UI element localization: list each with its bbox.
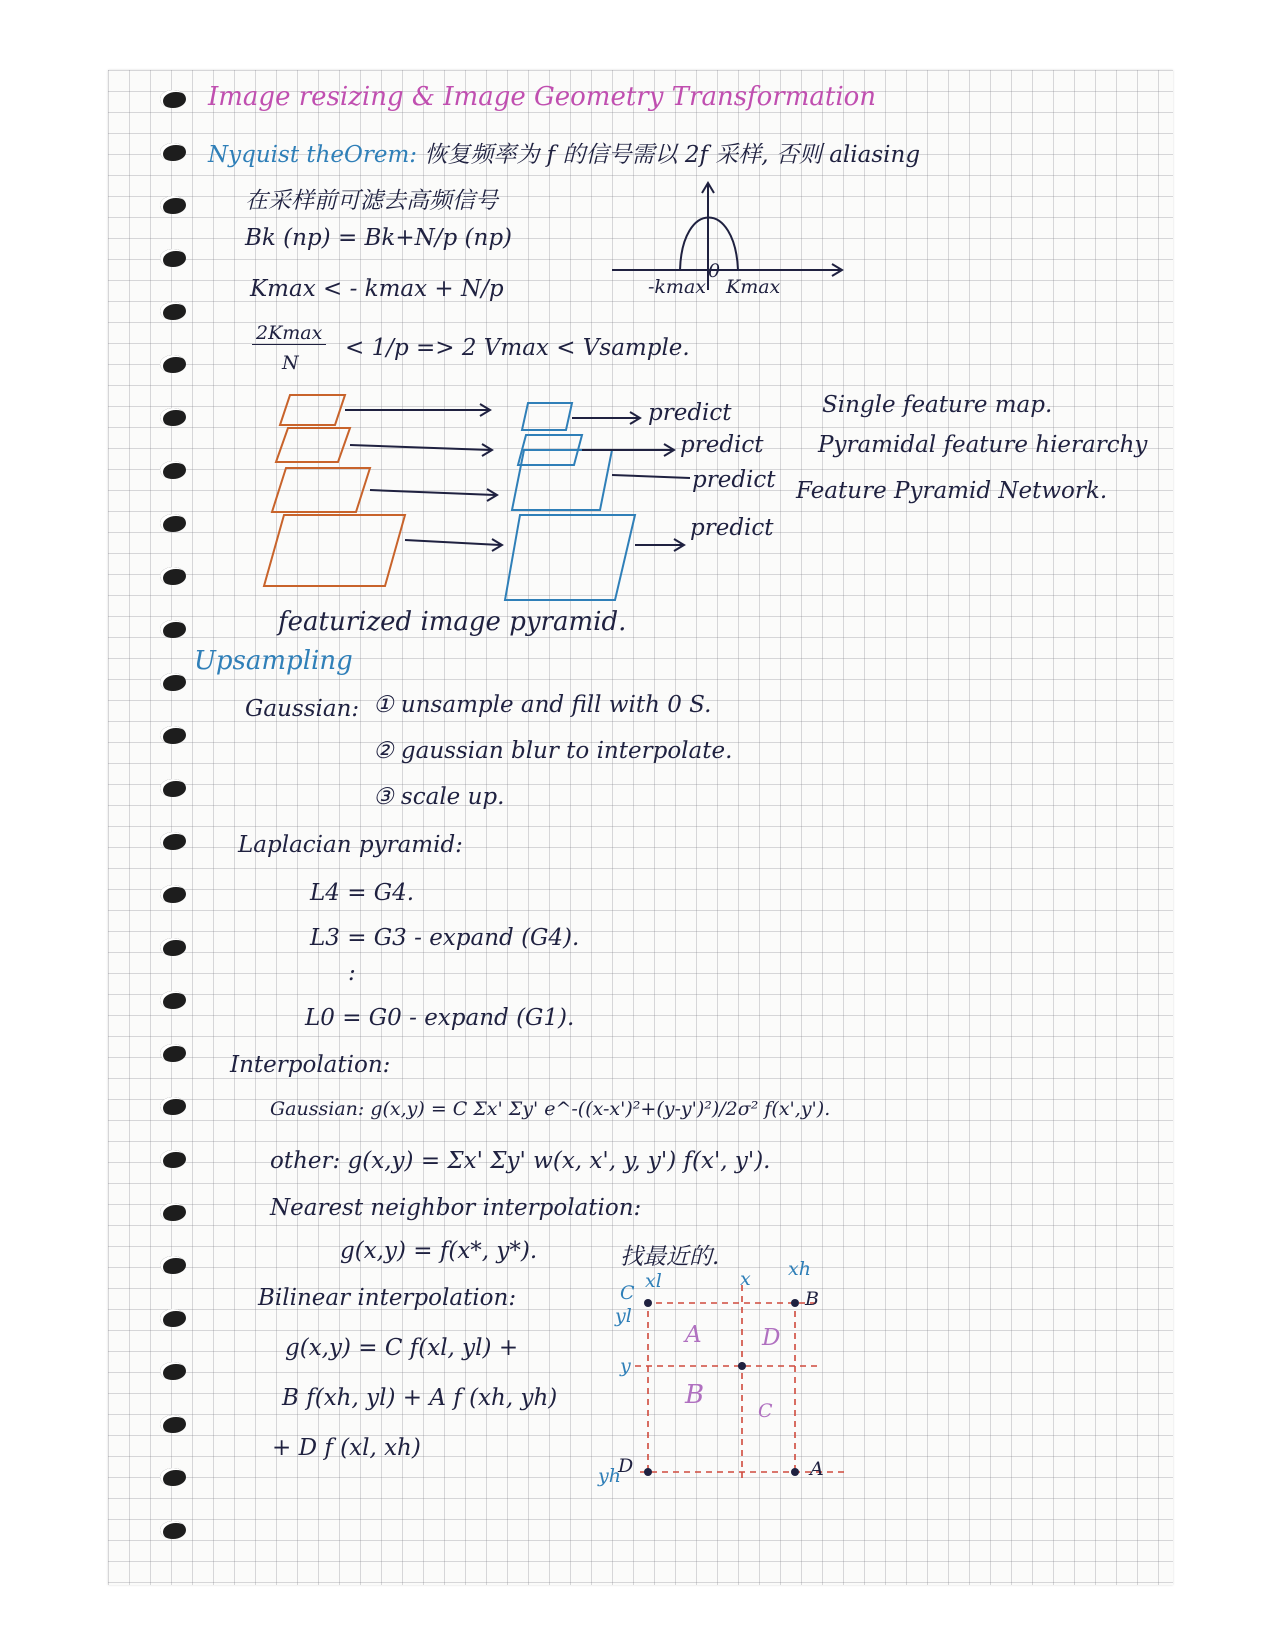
nearest-eq: g(x,y) = f(x*, y*). <box>340 1238 538 1264</box>
axis-xh: xh <box>788 1258 811 1280</box>
predict-label-1: predict <box>648 400 732 426</box>
nearest-note: 找最近的. <box>620 1244 720 1270</box>
pyramid-caption: featurized image pyramid. <box>278 607 627 637</box>
upsampling-step-1: ① unsample and fill with 0 S. <box>373 692 712 718</box>
nyquist-eq3-rest: < 1/p => 2 Vmax < Vsample. <box>345 335 690 361</box>
nyquist-eq3-denominator: N <box>282 352 299 374</box>
axis-yl: yl <box>615 1305 632 1327</box>
nyquist-line <box>208 136 920 169</box>
laplacian-heading: Laplacian pyramid: <box>238 832 463 858</box>
bilinear-heading: Bilinear interpolation: <box>258 1285 517 1311</box>
other-interp-eq: other: g(x,y) = Σx' Σy' w(x, x', y, y') f(x', y'). <box>270 1148 771 1174</box>
nyquist-heading: Nyquist theOrem: <box>208 142 418 168</box>
axis-yh: yh <box>598 1465 621 1487</box>
laplacian-line-1: L4 = G4. <box>310 880 415 906</box>
upsampling-step-2: ② gaussian blur to interpolate. <box>373 738 733 764</box>
plot-zero: 0 <box>708 260 721 282</box>
axis-y: y <box>620 1355 631 1377</box>
region-b: B <box>685 1380 705 1410</box>
region-d: D <box>762 1325 781 1351</box>
bilinear-line-2: B f(xh, yl) + A f (xh, yh) <box>282 1385 558 1411</box>
nyquist-text: 恢复频率为 f 的信号需以 2f 采样, 否则 aliasing <box>424 142 921 168</box>
laplacian-line-2: L3 = G3 - expand (G4). <box>310 925 580 951</box>
region-a: A <box>685 1322 702 1348</box>
nyquist-eq3-numerator: 2Kmax <box>252 322 326 345</box>
grid-corner-d: D <box>618 1455 634 1477</box>
bilinear-line-1: g(x,y) = C f(xl, yl) + <box>285 1335 519 1361</box>
laplacian-line-last: L0 = G0 - expand (G1). <box>305 1005 575 1031</box>
page-title: Image resizing & Image Geometry Transformation <box>208 82 877 112</box>
nearest-heading: Nearest neighbor interpolation: <box>270 1195 642 1221</box>
axis-xl: xl <box>645 1270 662 1292</box>
predict-label-2: predict <box>680 432 764 458</box>
grid-corner-a: A <box>810 1458 824 1480</box>
legend-pyramidal-hierarchy: Pyramidal feature hierarchy <box>818 432 1148 458</box>
bilinear-line-3: + D f (xl, xh) <box>272 1435 421 1461</box>
nyquist-eq1: Bk (np) = Bk+N/p (np) <box>245 225 513 251</box>
interpolation-heading: Interpolation: <box>230 1052 391 1078</box>
grid-corner-b: B <box>805 1288 819 1310</box>
gaussian-label: Gaussian: <box>245 696 360 722</box>
nyquist-eq2: Kmax < - kmax + N/p <box>250 276 504 302</box>
grid-corner-c: C <box>620 1282 635 1304</box>
axis-x: x <box>740 1268 751 1290</box>
legend-single-feature-map: Single feature map. <box>822 392 1053 418</box>
plot-neg-kmax: -kmax <box>648 276 706 298</box>
upsampling-step-3: ③ scale up. <box>373 784 505 810</box>
upsampling-heading: Upsampling <box>194 646 353 676</box>
gaussian-interp-eq: Gaussian: g(x,y) = C Σx' Σy' e^-((x-x')²+(y-y')²)/2σ² f(x',y'). <box>270 1098 831 1120</box>
region-c: C <box>758 1400 773 1422</box>
legend-fpn: Feature Pyramid Network. <box>796 478 1108 504</box>
plot-kmax: Kmax <box>726 276 781 298</box>
laplacian-dots: : <box>348 960 356 986</box>
nyquist-note: 在采样前可滤去高频信号 <box>245 188 498 214</box>
predict-label-4: predict <box>690 515 774 541</box>
predict-label-3: predict <box>692 467 776 493</box>
